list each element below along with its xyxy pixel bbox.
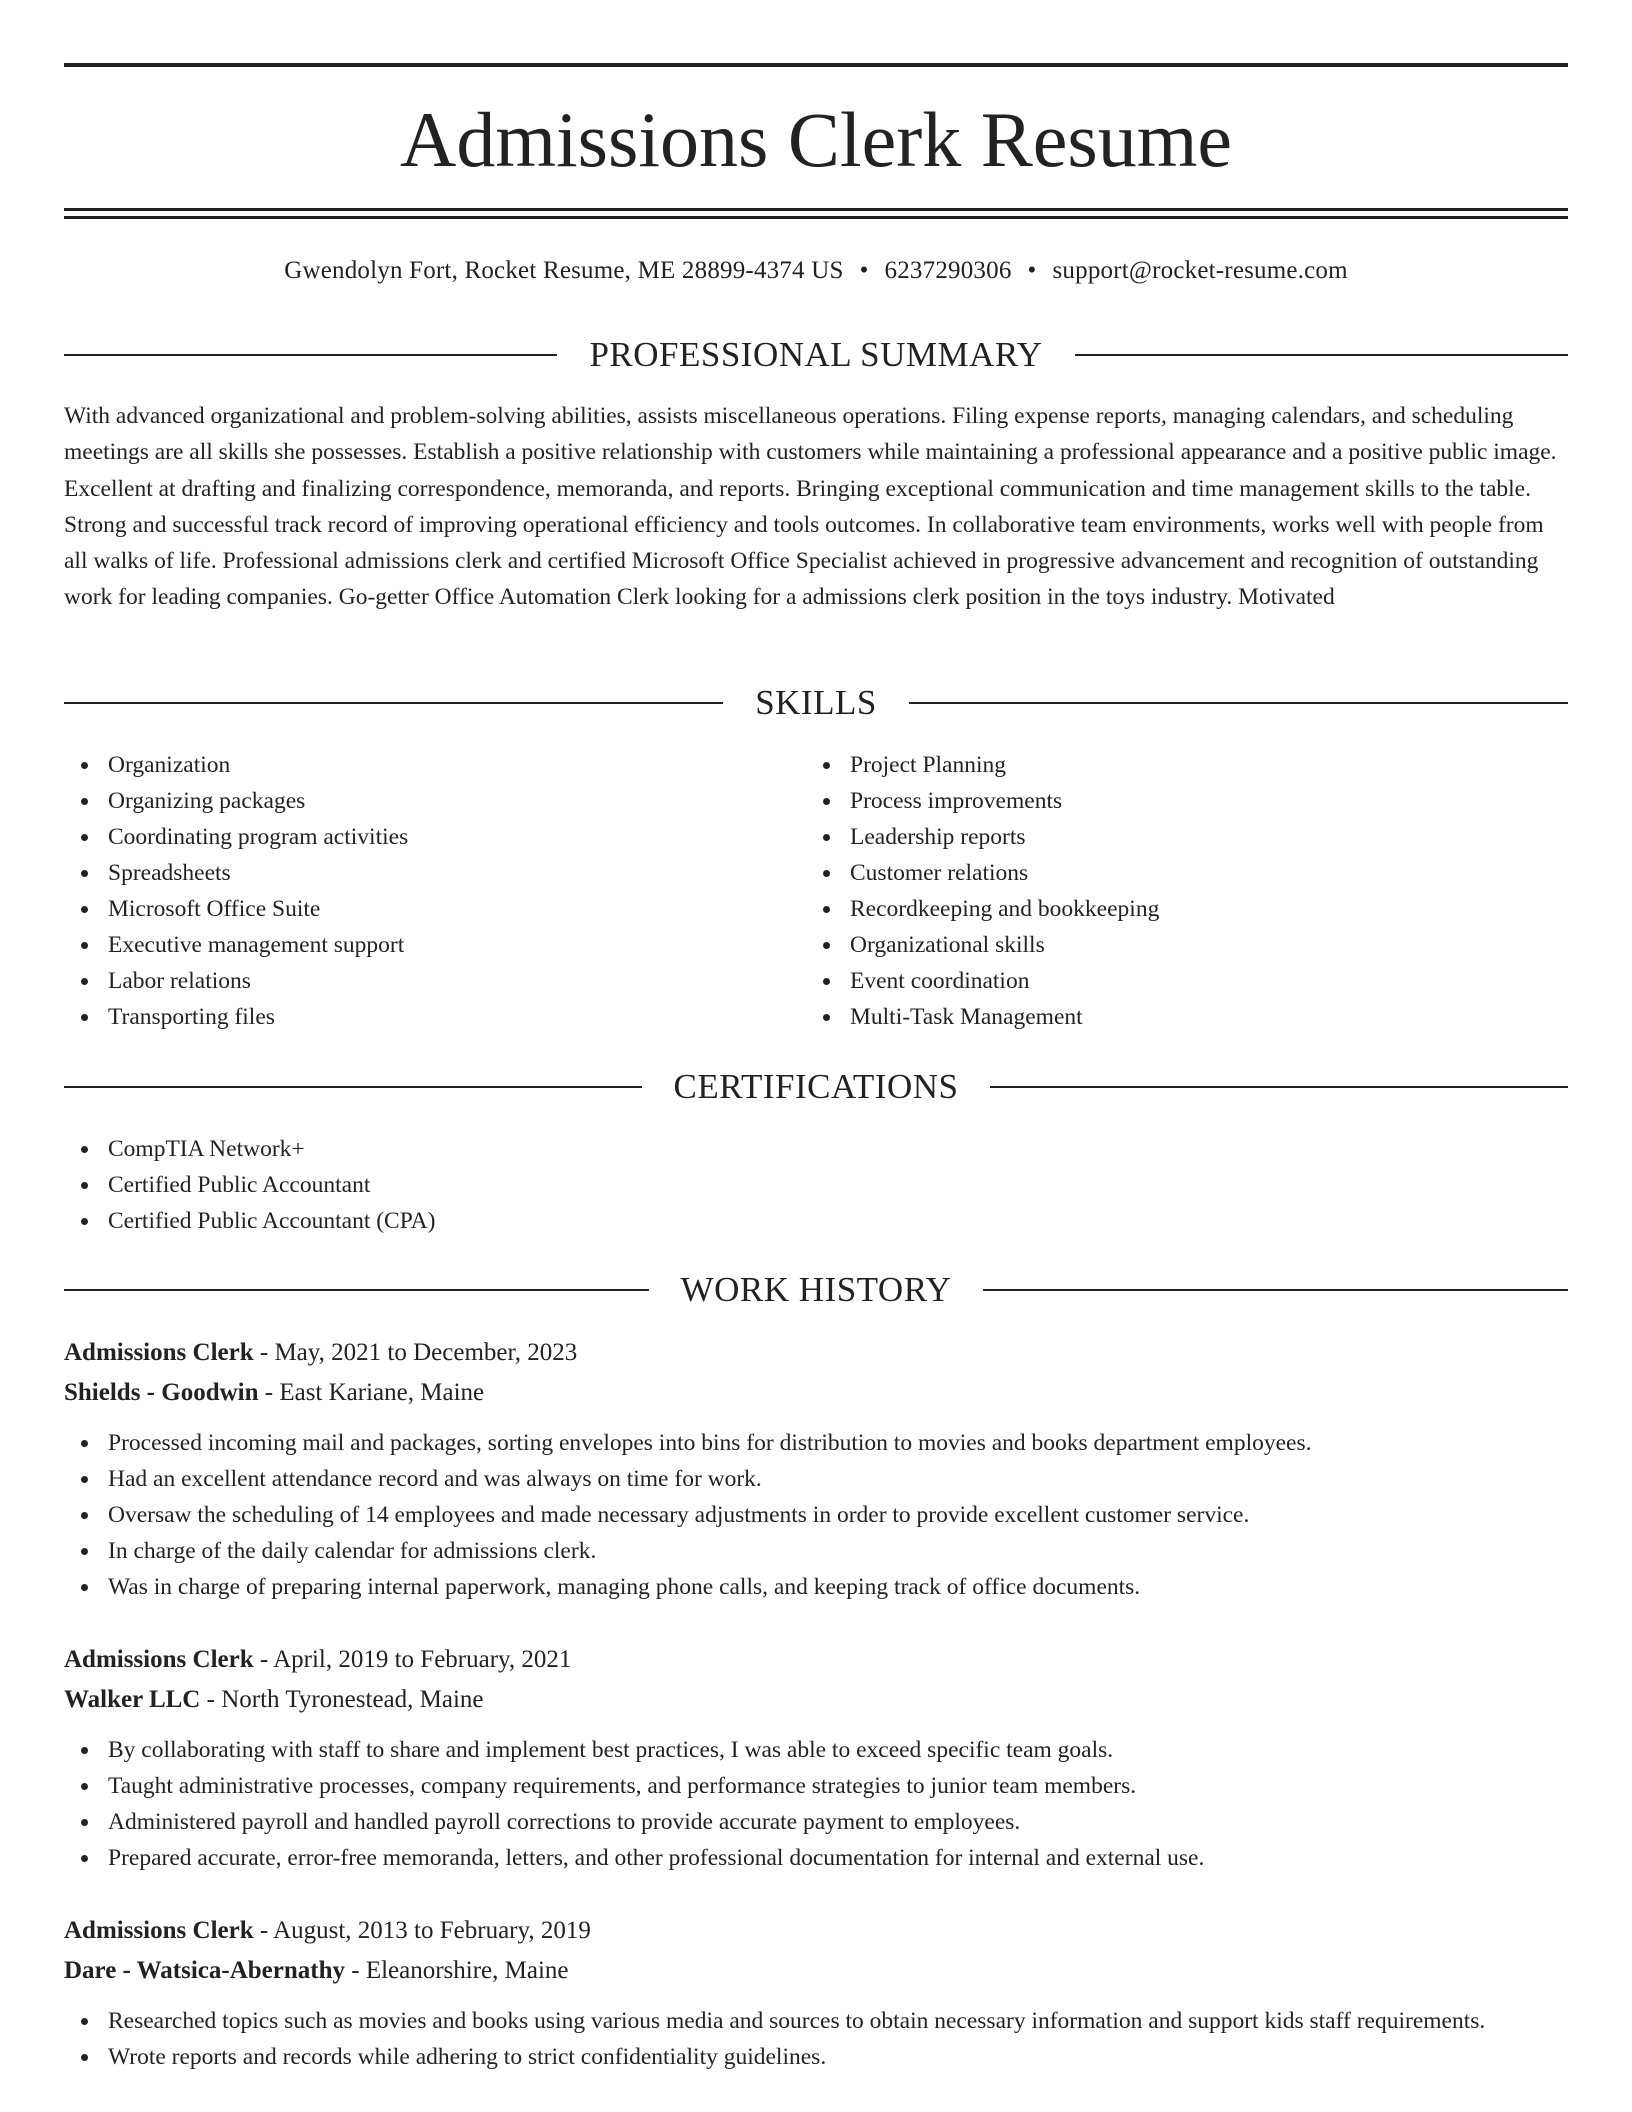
skill-item: Spreadsheets (64, 855, 764, 891)
section-rule (990, 1086, 1568, 1088)
skill-item: Organizational skills (806, 927, 1566, 963)
skill-item: Event coordination (806, 963, 1566, 999)
job-role-line (64, 1911, 1568, 1951)
contact-separator: • (859, 257, 869, 284)
skill-item: Labor relations (64, 963, 764, 999)
section-header-work-history (64, 1268, 1568, 1312)
section-title-summary: PROFESSIONAL SUMMARY (589, 335, 1043, 374)
page-title: Admissions Clerk Resume (400, 96, 1232, 183)
job-bullet: Oversaw the scheduling of 14 employees and made necessary adjustments in order to provide excellent customer service. (64, 1497, 1568, 1533)
skills-list-right (806, 747, 1566, 1035)
job-company-line (64, 1680, 1568, 1720)
section-title-work-history: WORK HISTORY (680, 1270, 952, 1309)
section-rule (64, 354, 557, 356)
skill-item: Customer relations (806, 855, 1566, 891)
certification-item: Certified Public Accountant (CPA) (64, 1203, 1568, 1239)
job-entry (64, 1333, 1568, 1605)
top-rule (64, 63, 1568, 67)
job-bullet: Prepared accurate, error-free memoranda, letters, and other professional documentation for internal and external use. (64, 1840, 1568, 1876)
skill-item: Process improvements (806, 783, 1566, 819)
section-header-summary (64, 333, 1568, 377)
job-company: Walker LLC (64, 1686, 201, 1713)
contact-email: support@rocket-resume.com (1052, 257, 1348, 284)
section-rule (1075, 354, 1568, 356)
skill-item: Recordkeeping and bookkeeping (806, 891, 1566, 927)
skill-item: Organization (64, 747, 764, 783)
certification-item: Certified Public Accountant (64, 1167, 1568, 1203)
skill-item: Executive management support (64, 927, 764, 963)
contact-phone: 6237290306 (884, 257, 1012, 284)
summary-text: With advanced organizational and problem-solving abilities, assists miscellaneous operations. Filing expense reports, managing calendars, and scheduling meetings are all skills she possesses. Establish a positive relationship with customers while maintaining a professional appearance and a positive public image. Excellent at drafting and finalizing correspondence, memoranda, and reports. Bringing exceptional communication and time management skills to the table. Strong and successful track record of improving operational efficiency and tools outcomes. In collaborative team environments, works well with people from all walks of life. Professional admissions clerk and certified Microsoft Office Specialist achieved in progressive advancement and recognition of outstanding work for leading companies. Go-getter Office Automation Clerk looking for a admissions clerk position in the toys industry. Motivated (64, 403, 1557, 611)
contact-separator: • (1027, 257, 1037, 284)
skill-item: Coordinating program activities (64, 819, 764, 855)
job-bullet: Had an excellent attendance record and was always on time for work. (64, 1461, 1568, 1497)
job-bullet: Taught administrative processes, company requirements, and performance strategies to junior team members. (64, 1768, 1568, 1804)
job-bullets (64, 1425, 1568, 1605)
job-role-line (64, 1333, 1568, 1373)
job-location: - Eleanorshire, Maine (345, 1957, 569, 1984)
job-entry (64, 1640, 1568, 1876)
job-title: Admissions Clerk (64, 1646, 254, 1673)
section-rule (64, 702, 723, 704)
job-role-line (64, 1640, 1568, 1680)
job-bullet: Researched topics such as movies and books using various media and sources to obtain necessary information and support kids staff requirements. (64, 2003, 1568, 2039)
job-bullets (64, 2003, 1568, 2075)
skill-item: Project Planning (806, 747, 1566, 783)
job-company: Shields - Goodwin (64, 1379, 259, 1406)
job-bullet: By collaborating with staff to share and implement best practices, I was able to exceed specific team goals. (64, 1732, 1568, 1768)
job-bullet: In charge of the daily calendar for admissions clerk. (64, 1533, 1568, 1569)
job-bullet: Wrote reports and records while adhering to strict confidentiality guidelines. (64, 2039, 1568, 2075)
job-dates: - April, 2019 to February, 2021 (253, 1646, 572, 1673)
skills-list-left (64, 747, 764, 1035)
section-title-skills: SKILLS (755, 683, 877, 722)
section-header-certifications (64, 1065, 1568, 1109)
job-title: Admissions Clerk (64, 1339, 254, 1366)
certifications-list (64, 1131, 1568, 1239)
skill-item: Organizing packages (64, 783, 764, 819)
contact-line (64, 255, 1568, 287)
section-rule (64, 1086, 642, 1088)
title-rule-upper (64, 208, 1568, 211)
skill-item: Transporting files (64, 999, 764, 1035)
section-title-certifications: CERTIFICATIONS (673, 1067, 959, 1106)
skill-item: Microsoft Office Suite (64, 891, 764, 927)
job-company: Dare - Watsica-Abernathy (64, 1957, 345, 1984)
job-dates: - August, 2013 to February, 2019 (253, 1917, 591, 1944)
section-header-skills (64, 681, 1568, 725)
title-rule-lower (64, 216, 1568, 219)
skill-item: Multi-Task Management (806, 999, 1566, 1035)
job-entry (64, 1911, 1568, 2075)
job-title: Admissions Clerk (64, 1917, 254, 1944)
job-company-line (64, 1951, 1568, 1991)
section-rule (909, 702, 1568, 704)
skill-item: Leadership reports (806, 819, 1566, 855)
section-rule (983, 1289, 1568, 1291)
job-bullet: Was in charge of preparing internal paperwork, managing phone calls, and keeping track of office documents. (64, 1569, 1568, 1605)
job-dates: - May, 2021 to December, 2023 (253, 1339, 578, 1366)
section-rule (64, 1289, 649, 1291)
job-location: - East Kariane, Maine (258, 1379, 485, 1406)
contact-address: Gwendolyn Fort, Rocket Resume, ME 28899-4374 US (284, 257, 844, 284)
job-bullet: Administered payroll and handled payroll corrections to provide accurate payment to employees. (64, 1804, 1568, 1840)
job-bullets (64, 1732, 1568, 1876)
job-location: - North Tyronestead, Maine (200, 1686, 484, 1713)
job-company-line (64, 1373, 1568, 1413)
certification-item: CompTIA Network+ (64, 1131, 1568, 1167)
job-bullet: Processed incoming mail and packages, sorting envelopes into bins for distribution to movies and books department employees. (64, 1425, 1568, 1461)
